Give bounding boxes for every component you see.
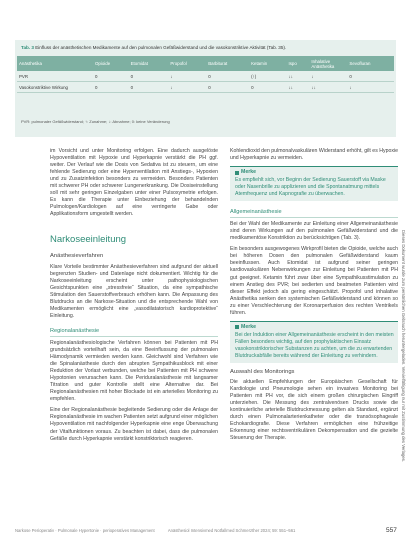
table-header: Propofol — [168, 56, 206, 71]
right-column — [230, 148, 398, 446]
subheading: Allgemeinanästhesie — [230, 209, 398, 218]
copyright-side-note: Dieses Dokument wurde zum persönlichen Gebrauch heruntergeladen. Vervielfältigung nur mit Zustimmung des Verlages. — [401, 230, 406, 463]
merke-square-icon — [235, 325, 239, 329]
table-cell: 0 — [249, 82, 286, 93]
table-row — [17, 82, 394, 93]
table-cell: 0 — [93, 82, 129, 93]
table-header-row — [17, 56, 394, 71]
table-cell: 0 — [129, 82, 169, 93]
table-cell: Vasokonstriktive Wirkung — [17, 82, 93, 93]
table-cell: ↓ — [309, 71, 347, 82]
table-cell: 0 — [129, 71, 169, 82]
merke-box — [230, 321, 398, 363]
subheading: Regionalanästhesie — [50, 328, 218, 337]
paragraph: Ein besonders ausgewogenes Wirkprofil bieten die Opioide, welche auch bei höheren Dosen den pulmonalen Gefäßwiderstand kaum beeinflussen. Auch Etomidat ist aufgrund seiner geringen kardiovaskulären Nebenwirkungen zur Einleitung bei Patienten mit PH gut geeignet. Ketamin führt zwar über eine Sympathikusstimulation zu einem Anstieg des PVR; bei sedierten und beatmeten Patienten wird dieser Effekt jedoch als gering eingeschätzt. Propofol und inhalative Anästhetika senken den systemischen Gefäßwiderstand und können so zu einer Verschlechterung der Koronarperfusion des rechten Ventrikels führen. — [230, 246, 398, 316]
page-footer — [15, 528, 295, 533]
merke-title-text: Merke — [241, 323, 256, 330]
footer-left-text: Narkose Perioperativ · Pulmonale Hypertonie · perioperatives Management — [15, 528, 155, 533]
paragraph: Bei der Wahl der Medikamente zur Einleitung einer Allgemeinanästhesie sind deren Wirkungen auf den pulmonalen Gefäßwiderstand und die medikamentöse Konstriktion zu berücksichtigen (Tab. 3). — [230, 221, 398, 242]
merke-square-icon — [235, 171, 239, 175]
paragraph: Die aktuellen Empfehlungen der Europäischen Gesellschaft für Kardiologie und Pneumologie sehen ein invasives Monitoring bei Patienten mit PH vor, die sich einem großen chirurgischen Eingriff unterziehen. Die Messung des zentralvenösen Drucks sowie die kontinuierliche arterielle Blutdruckmessung gelten als Standard, ergänzt durch einen Pulmonalarterienkatheter oder die transösophageale Echokardiografie. Diese Verfahren ermöglichen eine frühzeitige Erkennung einer rechtsventrikulären Dekompensation und die gezielte Steuerung der Therapie. — [230, 378, 398, 442]
table-cell: (↑) — [249, 71, 286, 82]
table-cell: 0 — [93, 71, 129, 82]
table-cell: ↓↓ — [287, 82, 310, 93]
table-cell: ↓↓ — [287, 71, 310, 82]
table-cell: ↓ — [168, 82, 206, 93]
table-cell: 0 — [206, 82, 249, 93]
paragraph: Klare Vorteile bestimmter Anästhesieverfahren sind aufgrund der aktuell begrenzten Studien- und Datenlage nicht dokumentiert. Wichtig für die Narkoseeinleitung erscheint unter pathophysiologischen Gesichtspunkten eine „stressfreie“ Situation, da eine sympathische Stimulation den Sauerstoffverbrauch erhöhen kann. Die Anpassung des Blutdrucks an die Narkose-Situation und die entsprechende Wahl von Medikamenten ermöglicht eine „vasodilatatorisch kardioprotektive“ Einleitung. — [50, 263, 218, 319]
table-cell: PVR — [17, 71, 93, 82]
table-cell: ↓↓ — [309, 82, 347, 93]
merke-text: Es empfiehlt sich, vor Beginn der Sedierung Sauerstoff via Maske oder Nasenbrille zu applizieren und die Spontanatmung mittels Atemfrequenz und Kapnografie zu überwachen. — [235, 177, 386, 198]
footer-right-text: Anästhesiol Intensivmed Notfallmed Schmerzther 2024; 59: 551–561 — [167, 528, 296, 533]
table-header: Inhalative Anästhetika — [309, 56, 347, 71]
merke-box — [230, 166, 398, 201]
table-cell: ↓ — [168, 71, 206, 82]
table-label: Tab. 3 — [21, 45, 34, 50]
table-header: Etomidat — [129, 56, 169, 71]
table-header: Ketamin — [249, 56, 286, 71]
subheading: Anästhesieverfahren — [50, 253, 104, 260]
page-number: 557 — [386, 527, 397, 534]
merke-title — [235, 324, 395, 331]
table-box — [15, 40, 396, 137]
table-footnote: PVR: pulmonaler Gefäßwiderstand; ↑: Zunahme; ↓: Abnahme; 0: keine Veränderung — [21, 119, 170, 124]
table-row — [17, 71, 394, 82]
table-header: Sevofluran — [347, 56, 394, 71]
merke-title — [235, 169, 395, 176]
subheading: Auswahl des Monitorings — [230, 368, 295, 375]
table-header: Anästhetika — [17, 56, 93, 71]
left-column — [50, 148, 218, 447]
table-caption — [21, 45, 286, 50]
paragraph: Regionalanästhesiologische Verfahren können bei Patienten mit PH grundsätzlich vorteilhaft sein, da eine Beeinflussung der pulmonalen Hämodynamik vermieden werden kann. Gleichwohl sind Verfahren wie die Spinalanästhesie durch den abrupten Sympathikusblock mit einer Reduktion der Vorlast verbunden, welche bei Patienten mit PH schwere Hypotonien verursachen kann. Die Periduralanästhesie mit langsamer Titration und guter Kontrolle stellt eine Alternative dar. Bei Regionalanästhesien mit hoher Blockade ist ein arterielles Monitoring zu empfehlen. — [50, 339, 218, 403]
paragraph: Eine der Regionalanästhesie begleitende Sedierung oder die Anlage der Regionalanästhesie im wachen Patienten setzt aufgrund einer möglichen Hypoventilation mit nachfolgender Hyperkapnie eine enge Überwachung der Vitalfunktionen voraus. Zu beachten ist dabei, dass die pulmonalen Gefäße durch Hyperkapnie verstärkt konstriktorisch reagieren. — [50, 407, 218, 442]
table-header: Opioide — [93, 56, 129, 71]
merke-title-text: Merke — [241, 169, 256, 176]
table-cell: 0 — [347, 71, 394, 82]
table-caption-text: Einfluss der anästhetischen Medikamente auf den pulmonalen Gefäßwiderstand und die vasokonstriktive Aktivität (Tab. 35). — [35, 45, 287, 50]
paragraph: im Vorsicht und unter Monitoring erfolgen. Eine dadurch ausgelöste Hypoventilation mit Hypoxie und Hyperkapnie verstärkt die PH ggf. weiter. Der Verlauf wie die Dosis von Sedativa ist zu steuern, um eine fehlende Sedierung oder eine Hyperventilation mit Anstiegs-, Hypoxien und zu Zusatzinfektion besonders zu vermeiden. Besonders Patienten mit schwerer PH oder schwerer Lungenerkrankung. Die Dosiseinstellung soll mit sehr geringen Einzelgaben unter einer Pulsoxymetrie erfolgen. Es kann die Therapie unter Einbeziehung der behandelnden Pulmologen/Kardiologen auf eine verringerte Gabe oder Applikationsform umgestellt werden. — [50, 148, 218, 218]
table-cell: ↓ — [347, 82, 394, 93]
table-cell: 0 — [206, 71, 249, 82]
section-heading: Narkoseeinleitung — [50, 234, 127, 246]
pharmacology-table — [17, 56, 394, 93]
table-header: Ispo — [287, 56, 310, 71]
paragraph: Kohlendioxid den pulmonalvaskulären Widerstand erhöht, gilt es Hypoxie und Hyperkapnie zu vermeiden. — [230, 148, 398, 162]
merke-text: Bei der Induktion einer Allgemeinanästhesie erscheint in den meisten Fällen besonders wichtig, auf den prophylaktischen Einsatz vasokonstriktorischer Substanzen zu achten, um die zu erwartenden Blutdruckabfälle bereits während der Einleitung zu verhindern. — [235, 331, 394, 359]
table-header: Barbiturat — [206, 56, 249, 71]
